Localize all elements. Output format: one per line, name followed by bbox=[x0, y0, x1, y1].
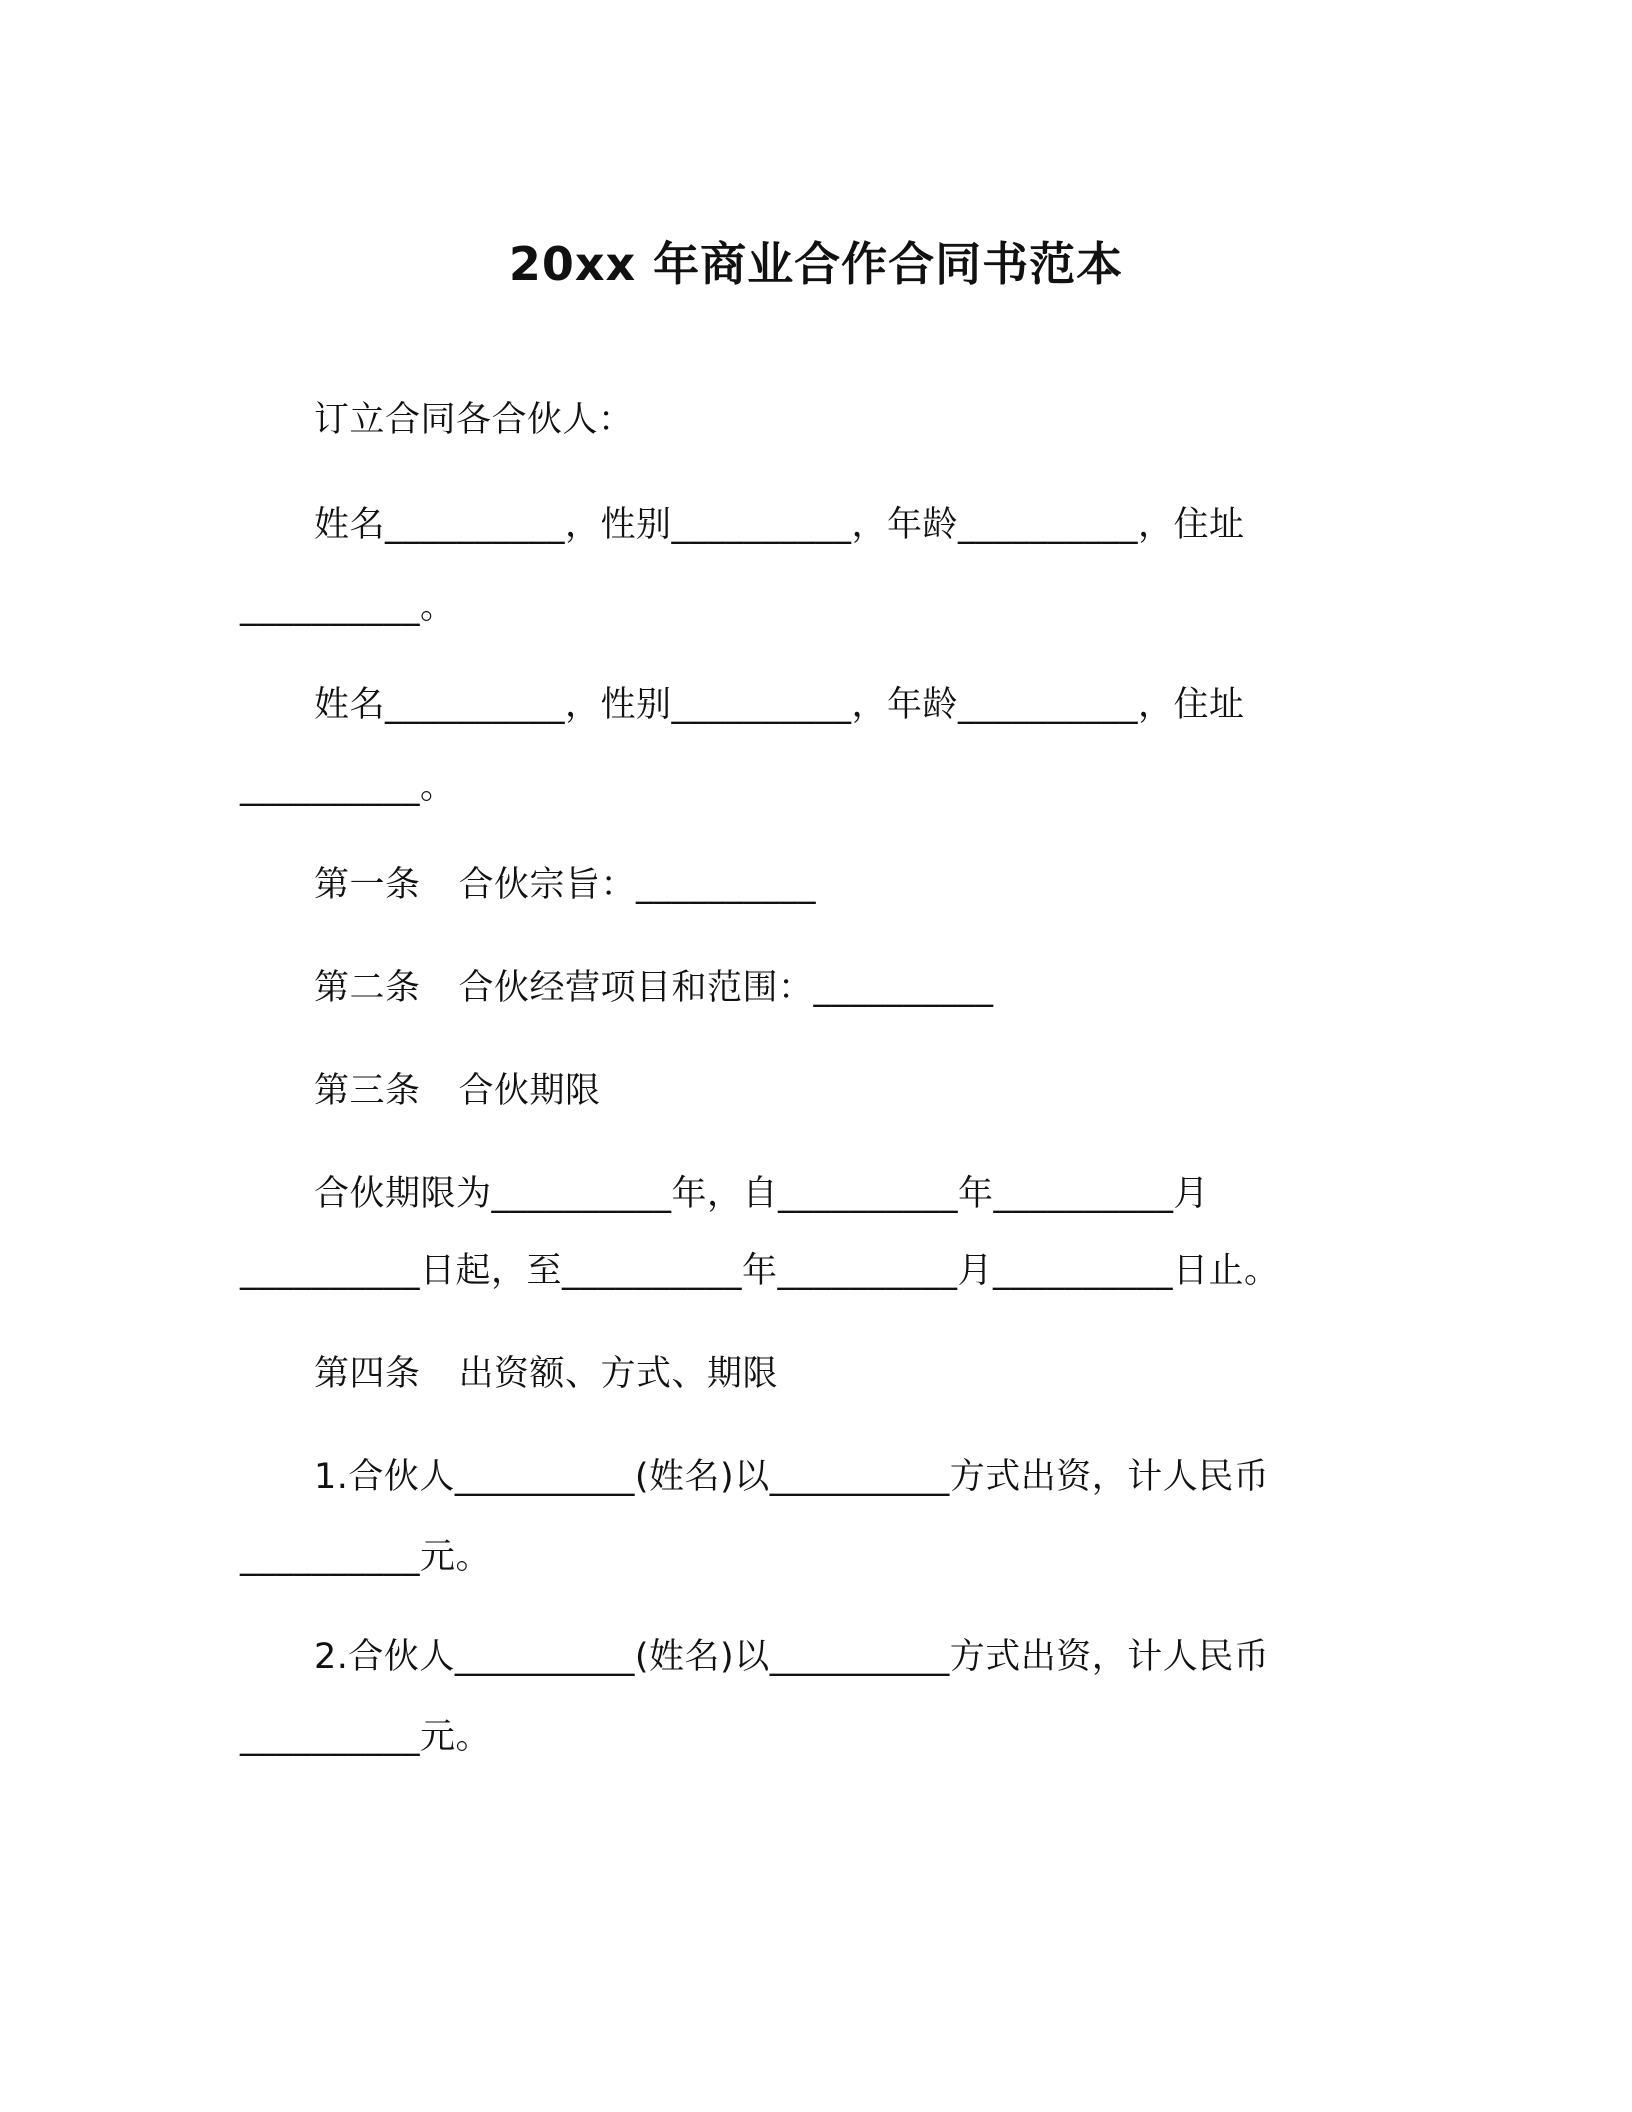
contribution-2-line-1: 2.合伙人__________(姓名)以__________方式出资，计人民币 bbox=[314, 1637, 1270, 1677]
article-2-text: 合伙经营项目和范围：__________ bbox=[458, 968, 994, 1008]
article-1-number: 第一条 bbox=[314, 865, 421, 905]
article-3-number: 第三条 bbox=[314, 1071, 421, 1111]
term-line-2: __________日起，至__________年__________月__________日止。 bbox=[240, 1251, 1280, 1291]
partners-heading: 订立合同各合伙人： bbox=[314, 400, 634, 440]
partner-2-info-line-1: 姓名__________，性别__________，年龄__________，住址 bbox=[314, 685, 1245, 725]
article-3 bbox=[314, 1071, 601, 1111]
article-3-text: 合伙期限 bbox=[458, 1071, 601, 1111]
article-4-number: 第四条 bbox=[314, 1354, 421, 1394]
article-4 bbox=[314, 1354, 779, 1394]
term-line-1: 合伙期限为__________年，自__________年__________月 bbox=[314, 1174, 1210, 1214]
contribution-2-line-2: __________元。 bbox=[240, 1717, 492, 1757]
article-2 bbox=[314, 968, 994, 1008]
article-1 bbox=[314, 865, 817, 905]
article-2-number: 第二条 bbox=[314, 968, 421, 1008]
article-4-text: 出资额、方式、期限 bbox=[458, 1354, 779, 1394]
partner-2-info-line-2: __________。 bbox=[240, 767, 456, 807]
partner-1-info-line-1: 姓名__________，性别__________，年龄__________，住址 bbox=[314, 505, 1245, 545]
partner-1-info-line-2: __________。 bbox=[240, 587, 456, 627]
document-title: 20xx 年商业合作合同书范本 bbox=[508, 237, 1124, 291]
contribution-1-line-1: 1.合伙人__________(姓名)以__________方式出资，计人民币 bbox=[314, 1457, 1270, 1497]
contribution-1-line-2: __________元。 bbox=[240, 1537, 492, 1577]
article-1-text: 合伙宗旨：__________ bbox=[458, 865, 817, 905]
